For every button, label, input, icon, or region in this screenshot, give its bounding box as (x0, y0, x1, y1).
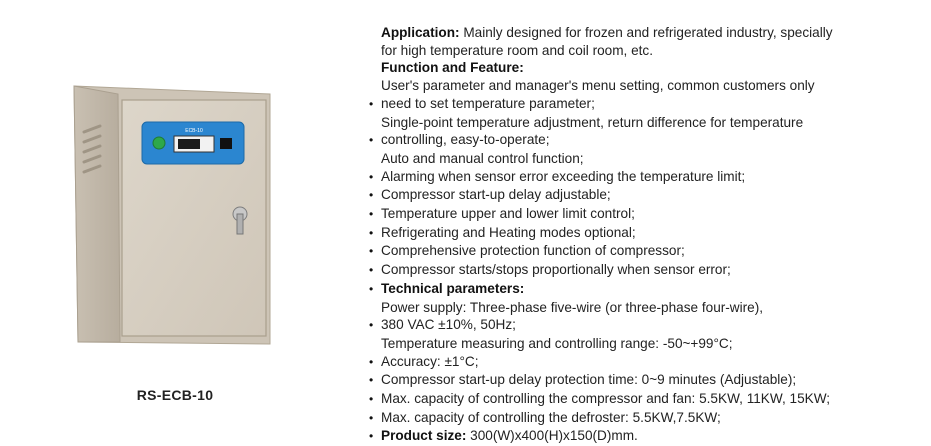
spec-line-text (381, 150, 584, 168)
spec-text-run: Temperature upper and lower limit control; (381, 206, 635, 222)
spec-line (369, 59, 929, 77)
spec-text-run: Refrigerating and Heating modes optional; (381, 224, 636, 240)
spec-line (369, 353, 929, 372)
spec-line-text (381, 168, 745, 186)
spec-text-run: Mainly designed for frozen and refrigerated industry, specially (459, 25, 833, 40)
spec-line-text (381, 95, 595, 113)
bullet-icon: • (369, 373, 374, 388)
spec-heading: Technical parameters: (381, 280, 525, 296)
spec-line-text (381, 114, 803, 132)
spec-line (369, 168, 929, 187)
spec-line (369, 24, 929, 42)
bullet-icon: • (369, 429, 374, 444)
spec-line-text (381, 131, 550, 149)
spec-text-run: Comprehensive protection function of compressor; (381, 243, 685, 259)
model-label: RS-ECB-10 (136, 387, 214, 403)
spec-line-text (381, 77, 815, 95)
spec-line (369, 114, 929, 132)
spec-line (369, 224, 929, 243)
spec-line-text (381, 24, 833, 42)
spec-line (369, 371, 929, 390)
bullet-icon: • (369, 263, 374, 278)
spec-line (369, 427, 929, 446)
spec-heading: Application: (381, 25, 460, 40)
spec-line (369, 150, 929, 168)
bullet-icon: • (369, 244, 374, 259)
spec-text-run: controlling, easy-to-operate; (381, 132, 550, 148)
spec-text-run: Compressor starts/stops proportionally when sensor error; (381, 262, 731, 278)
spec-line-text (381, 59, 524, 77)
spec-text-run: Alarming when sensor error exceeding the temperature limit; (381, 168, 746, 184)
bullet-icon: • (369, 392, 374, 407)
spec-line-text (381, 224, 636, 242)
control-box-image (70, 80, 275, 350)
spec-line-text (381, 409, 721, 427)
spec-line (369, 77, 929, 95)
spec-line-text (381, 335, 733, 353)
spec-line (369, 131, 929, 150)
spec-line-text (381, 353, 479, 371)
spec-text-run: Power supply: Three-phase five-wire (or three-phase four-wire), (381, 299, 764, 315)
bullet-icon: • (369, 96, 374, 111)
spec-line (369, 299, 929, 317)
spec-text-run: User's parameter and manager's menu setting, common customers only (381, 78, 815, 94)
spec-text-run: Single-point temperature adjustment, return difference for temperature (381, 114, 804, 130)
spec-line-text (381, 242, 685, 260)
spec-line-text (381, 186, 611, 204)
spec-heading: Function and Feature: (381, 60, 524, 76)
spec-line-text (381, 371, 796, 389)
bullet-icon: • (369, 318, 374, 333)
spec-line-text (381, 280, 524, 298)
spec-text-run: Compressor start-up delay protection time: 0~9 minutes (Adjustable); (381, 372, 797, 388)
spec-line (369, 335, 929, 353)
spec-line-text (381, 205, 635, 223)
bullet-icon: • (369, 281, 374, 296)
spec-text-run: 300(W)x400(H)x150(D)mm. (466, 428, 638, 444)
spec-text-run: 380 VAC ±10%, 50Hz; (381, 317, 516, 333)
spec-line (369, 261, 929, 280)
bullet-icon: • (369, 207, 374, 222)
bullet-icon: • (369, 354, 374, 369)
spec-text-run: Temperature measuring and controlling range: -50~+99°C; (381, 335, 733, 351)
control-panel (142, 122, 244, 164)
spec-line-text (381, 390, 830, 408)
panel-label: ECB-10 (185, 128, 203, 134)
spec-line (369, 95, 929, 114)
bullet-icon: • (369, 169, 374, 184)
spec-text-run: Max. capacity of controlling the defroster: 5.5KW,7.5KW; (381, 409, 721, 425)
bullet-icon: • (369, 133, 374, 148)
spec-line (369, 409, 929, 428)
spec-heading: Product size: (381, 428, 467, 444)
spec-text-run: Compressor start-up delay adjustable; (381, 187, 611, 203)
spec-line-text (381, 316, 516, 334)
spec-text-run: need to set temperature parameter; (381, 95, 595, 111)
bullet-icon: • (369, 410, 374, 425)
spec-line (369, 42, 929, 60)
product-image-area (0, 0, 340, 443)
bullet-icon: • (369, 225, 374, 240)
spec-line (369, 205, 929, 224)
spec-line (369, 186, 929, 205)
spec-line (369, 390, 929, 409)
spec-line-text (381, 261, 731, 279)
spec-text-run: Accuracy: ±1°C; (381, 353, 479, 369)
spec-line (369, 316, 929, 335)
spec-line (369, 242, 929, 261)
spec-line-text (381, 299, 763, 317)
bullet-icon: • (369, 188, 374, 203)
spec-text-run: Auto and manual control function; (381, 150, 584, 166)
spec-text-run: for high temperature room and coil room, etc. (381, 42, 654, 58)
spec-text (369, 24, 929, 446)
spec-line (369, 280, 929, 299)
spec-line-text (381, 42, 653, 60)
spec-text-run: Max. capacity of controlling the compressor and fan: 5.5KW, 11KW, 15KW; (381, 391, 831, 407)
